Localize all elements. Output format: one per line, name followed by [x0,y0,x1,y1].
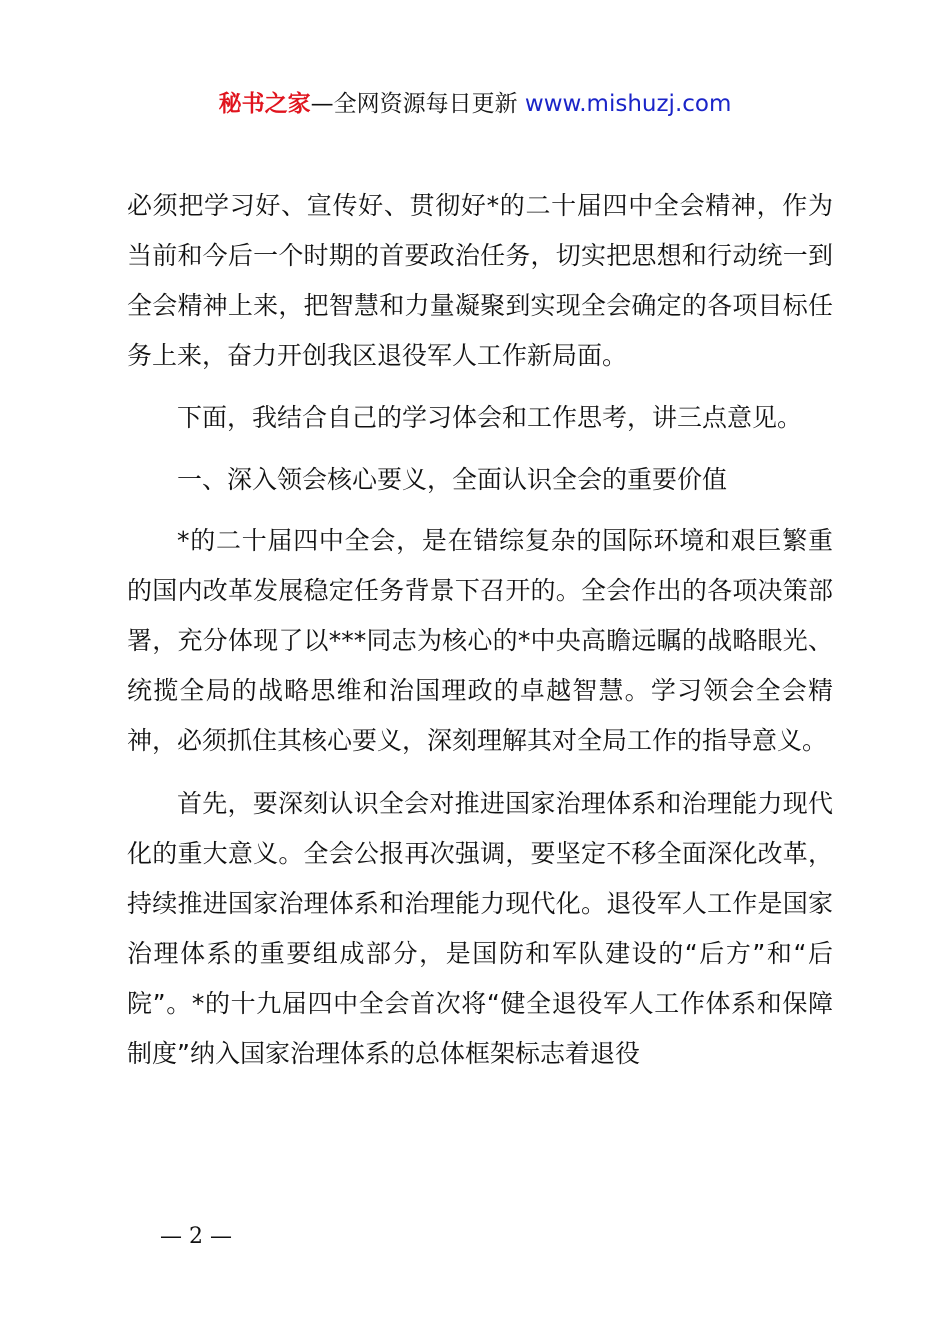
section-heading: 一、深入领会核心要义，全面认识全会的重要价值 [177,465,728,494]
site-brand: 秘书之家 [218,91,311,117]
site-header [0,86,950,122]
document-body [127,181,833,1079]
paragraph-body: *的二十届四中全会，是在错综复杂的国际环境和艰巨繁重的国内改革发展稳定任务背景下召开的。全会作出的各项决策部署，充分体现了以***同志为核心的*中央高瞻远瞩的战略眼光、统揽全局的战略思维和治国理政的卓越智慧。学习领会全会精神，必须抓住其核心要义，深刻理解其对全局工作的指导意义。 [127,526,833,755]
paragraph-continuation: 必须把学习好、宣传好、贯彻好*的二十届四中全会精神，作为当前和今后一个时期的首要政治任务，切实把思想和行动统一到全会精神上来，把智慧和力量凝聚到实现全会确定的各项目标任务上来，奋力开创我区退役军人工作新局面。 [127,191,833,370]
site-url-link[interactable]: www.mishuzj.com [524,91,732,117]
paragraph-intro: 下面，我结合自己的学习体会和工作思考，讲三点意见。 [177,403,803,432]
page-number: — 2 — [160,1224,232,1249]
paragraph-body: 首先，要深刻认识全会对推进国家治理体系和治理能力现代化的重大意义。全会公报再次强调，要坚定不移全面深化改革，持续推进国家治理体系和治理能力现代化。退役军人工作是国家治理体系的重要组成部分，是国防和军队建设的“后方”和“后院”。*的十九届四中全会首次将“健全退役军人工作体系和保障制度”纳入国家治理体系的总体框架标志着退役 [127,789,833,1068]
site-tagline: —全网资源每日更新 [310,91,525,117]
